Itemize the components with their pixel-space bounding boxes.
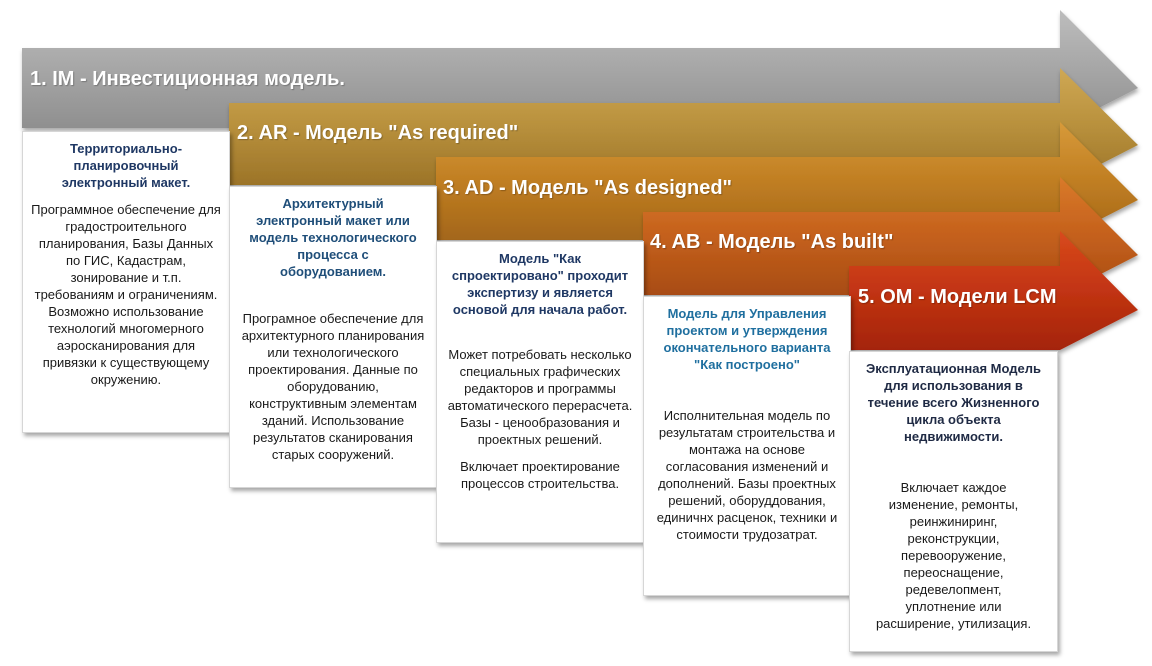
stage-5-title: 5. OM - Модели LCM xyxy=(858,286,1057,308)
stage-3-card xyxy=(436,241,644,543)
stage-2-title: 2. AR - Модель "As required" xyxy=(237,122,519,144)
stage-2-card xyxy=(229,186,437,488)
stage-3-title: 3. AD - Модель "As designed" xyxy=(443,177,733,199)
stage-5-card xyxy=(849,351,1058,652)
stage-3-body: Может потребовать несколько специальных графических редакторов и программы автоматического перерасчета. Базы - ценообразования и проектных решений. xyxy=(447,347,633,447)
stage-3-heading: Модель "Как спроектировано" проходит экспертизу и является основой для начала работ. xyxy=(451,251,629,317)
stage-5-body: Включает каждое изменение, ремонты, реинжиниринг, реконструкции, перевооружение, переоснащение, редевелопмент, уплотнение или расширение, утилизация. xyxy=(875,480,1032,631)
stage-3-extra: Включает проектирование процессов строительства. xyxy=(460,459,620,491)
stage-4-card xyxy=(643,296,851,596)
stage-4-heading: Модель для Управления проектом и утверждения окончательного варианта "Как построено" xyxy=(663,306,831,372)
stage-4-title: 4. AB - Модель "As built" xyxy=(650,231,894,253)
stage-2-body: Програмное обеспечение для архитектурного планирования или технологического проектирования. Данные по оборудованию, конструктивным элементам зданий. Использование результатов сканирования старых сооружений. xyxy=(241,311,425,462)
stage-1-card xyxy=(22,131,230,433)
stage-2-heading: Архитектурный электронный макет или модель технологического процесса с оборудованием. xyxy=(249,196,417,279)
stage-1-body: Программное обеспечение для градостроительного планирования, Базы Данных по ГИС, Кадастрам, зонирование и т.п. требованиям и ограничениям. Возможно использование технологий многомерного аэросканирования для привязки к существующему окружению. xyxy=(31,202,221,387)
stage-1-title: 1. IM - Инвестиционная модель. xyxy=(30,68,345,90)
stage-5-heading: Эксплуатационная Модель для использования в течение всего Жизненного цикла объекта недвижимости. xyxy=(865,361,1042,444)
stage-1-heading: Территориально-планировочный электронный макет. xyxy=(61,141,191,190)
stage-4-body: Исполнительная модель по результатам строительства и монтажа на основе согласования изменений и дополнений. Базы проектных решений, оборуддования, единичнх расценок, техники и стоимости трудозатрат. xyxy=(656,408,838,542)
